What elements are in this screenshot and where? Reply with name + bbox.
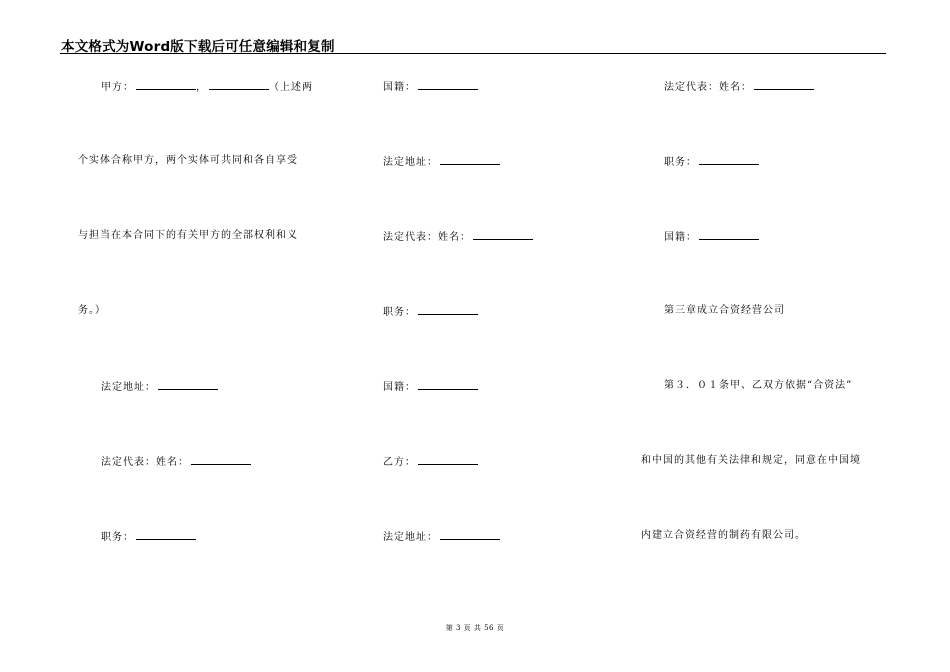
fill-in-blank: [418, 455, 478, 465]
text-line: [383, 380, 478, 394]
text-line: [641, 455, 861, 467]
fill-in-blank: [136, 80, 196, 90]
fill-in-blank: [418, 380, 478, 390]
text-line: [383, 155, 500, 169]
line-text: 职务：: [101, 532, 134, 543]
text-line: [664, 155, 759, 169]
fill-in-blank: [440, 530, 500, 540]
text-line: [78, 230, 298, 242]
line-text-mid: ，: [196, 82, 207, 93]
text-line: [78, 155, 298, 167]
line-text: 职务：: [383, 307, 416, 318]
document-header-title: 本文格式为Word版下载后可任意编辑和复制: [61, 39, 335, 55]
line-text: 第三章成立合资经营公司: [664, 305, 785, 316]
line-text: 法定地址：: [383, 532, 438, 543]
fill-in-blank: [699, 230, 759, 240]
line-text: 和中国的其他有关法律和规定，同意在中国境: [641, 455, 861, 466]
page-number-footer: 第 3 页 共 56 页: [445, 624, 505, 632]
line-text: 国籍：: [664, 232, 697, 243]
text-line: [78, 305, 106, 317]
text-line: [101, 530, 196, 544]
text-line: [383, 530, 500, 544]
text-line: [383, 80, 478, 94]
text-line: [101, 80, 313, 94]
line-text: 法定代表：姓名：: [101, 457, 189, 468]
fill-in-blank: [158, 380, 218, 390]
fill-in-blank: [418, 305, 478, 315]
line-text: 国籍：: [383, 382, 416, 393]
text-line: [664, 380, 852, 392]
text-line: [383, 305, 478, 319]
text-line: [664, 80, 814, 94]
fill-in-blank: [191, 455, 251, 465]
text-line: [641, 530, 806, 542]
fill-in-blank: [418, 80, 478, 90]
line-text: 务。）: [78, 305, 106, 316]
line-text: 内建立合资经营的制药有限公司。: [641, 530, 806, 541]
line-text: 乙方：: [383, 457, 416, 468]
line-text: 个实体合称甲方，两个实体可共同和各自享受: [78, 155, 298, 166]
fill-in-blank: [754, 80, 814, 90]
line-text: 第３．０１条甲、乙双方依据“合资法”: [664, 380, 853, 391]
fill-in-blank: [209, 80, 269, 90]
line-text: 甲方：: [101, 82, 134, 93]
text-line: [383, 230, 533, 244]
text-line: [101, 455, 251, 469]
line-text: 法定地址：: [383, 157, 438, 168]
fill-in-blank: [440, 155, 500, 165]
fill-in-blank: [473, 230, 533, 240]
fill-in-blank: [699, 155, 759, 165]
line-text: 法定代表：姓名：: [383, 232, 471, 243]
text-line: [664, 305, 785, 317]
line-text: 法定代表：姓名：: [664, 82, 752, 93]
text-line: [664, 230, 759, 244]
line-text: 国籍：: [383, 82, 416, 93]
text-line: [383, 455, 478, 469]
line-text: 与担当在本合同下的有关甲方的全部权利和义: [78, 230, 298, 241]
text-line: [101, 380, 218, 394]
line-text: 职务：: [664, 157, 697, 168]
line-text-post: （上述两: [269, 82, 313, 93]
fill-in-blank: [136, 530, 196, 540]
header-divider: [60, 53, 886, 54]
line-text: 法定地址：: [101, 382, 156, 393]
